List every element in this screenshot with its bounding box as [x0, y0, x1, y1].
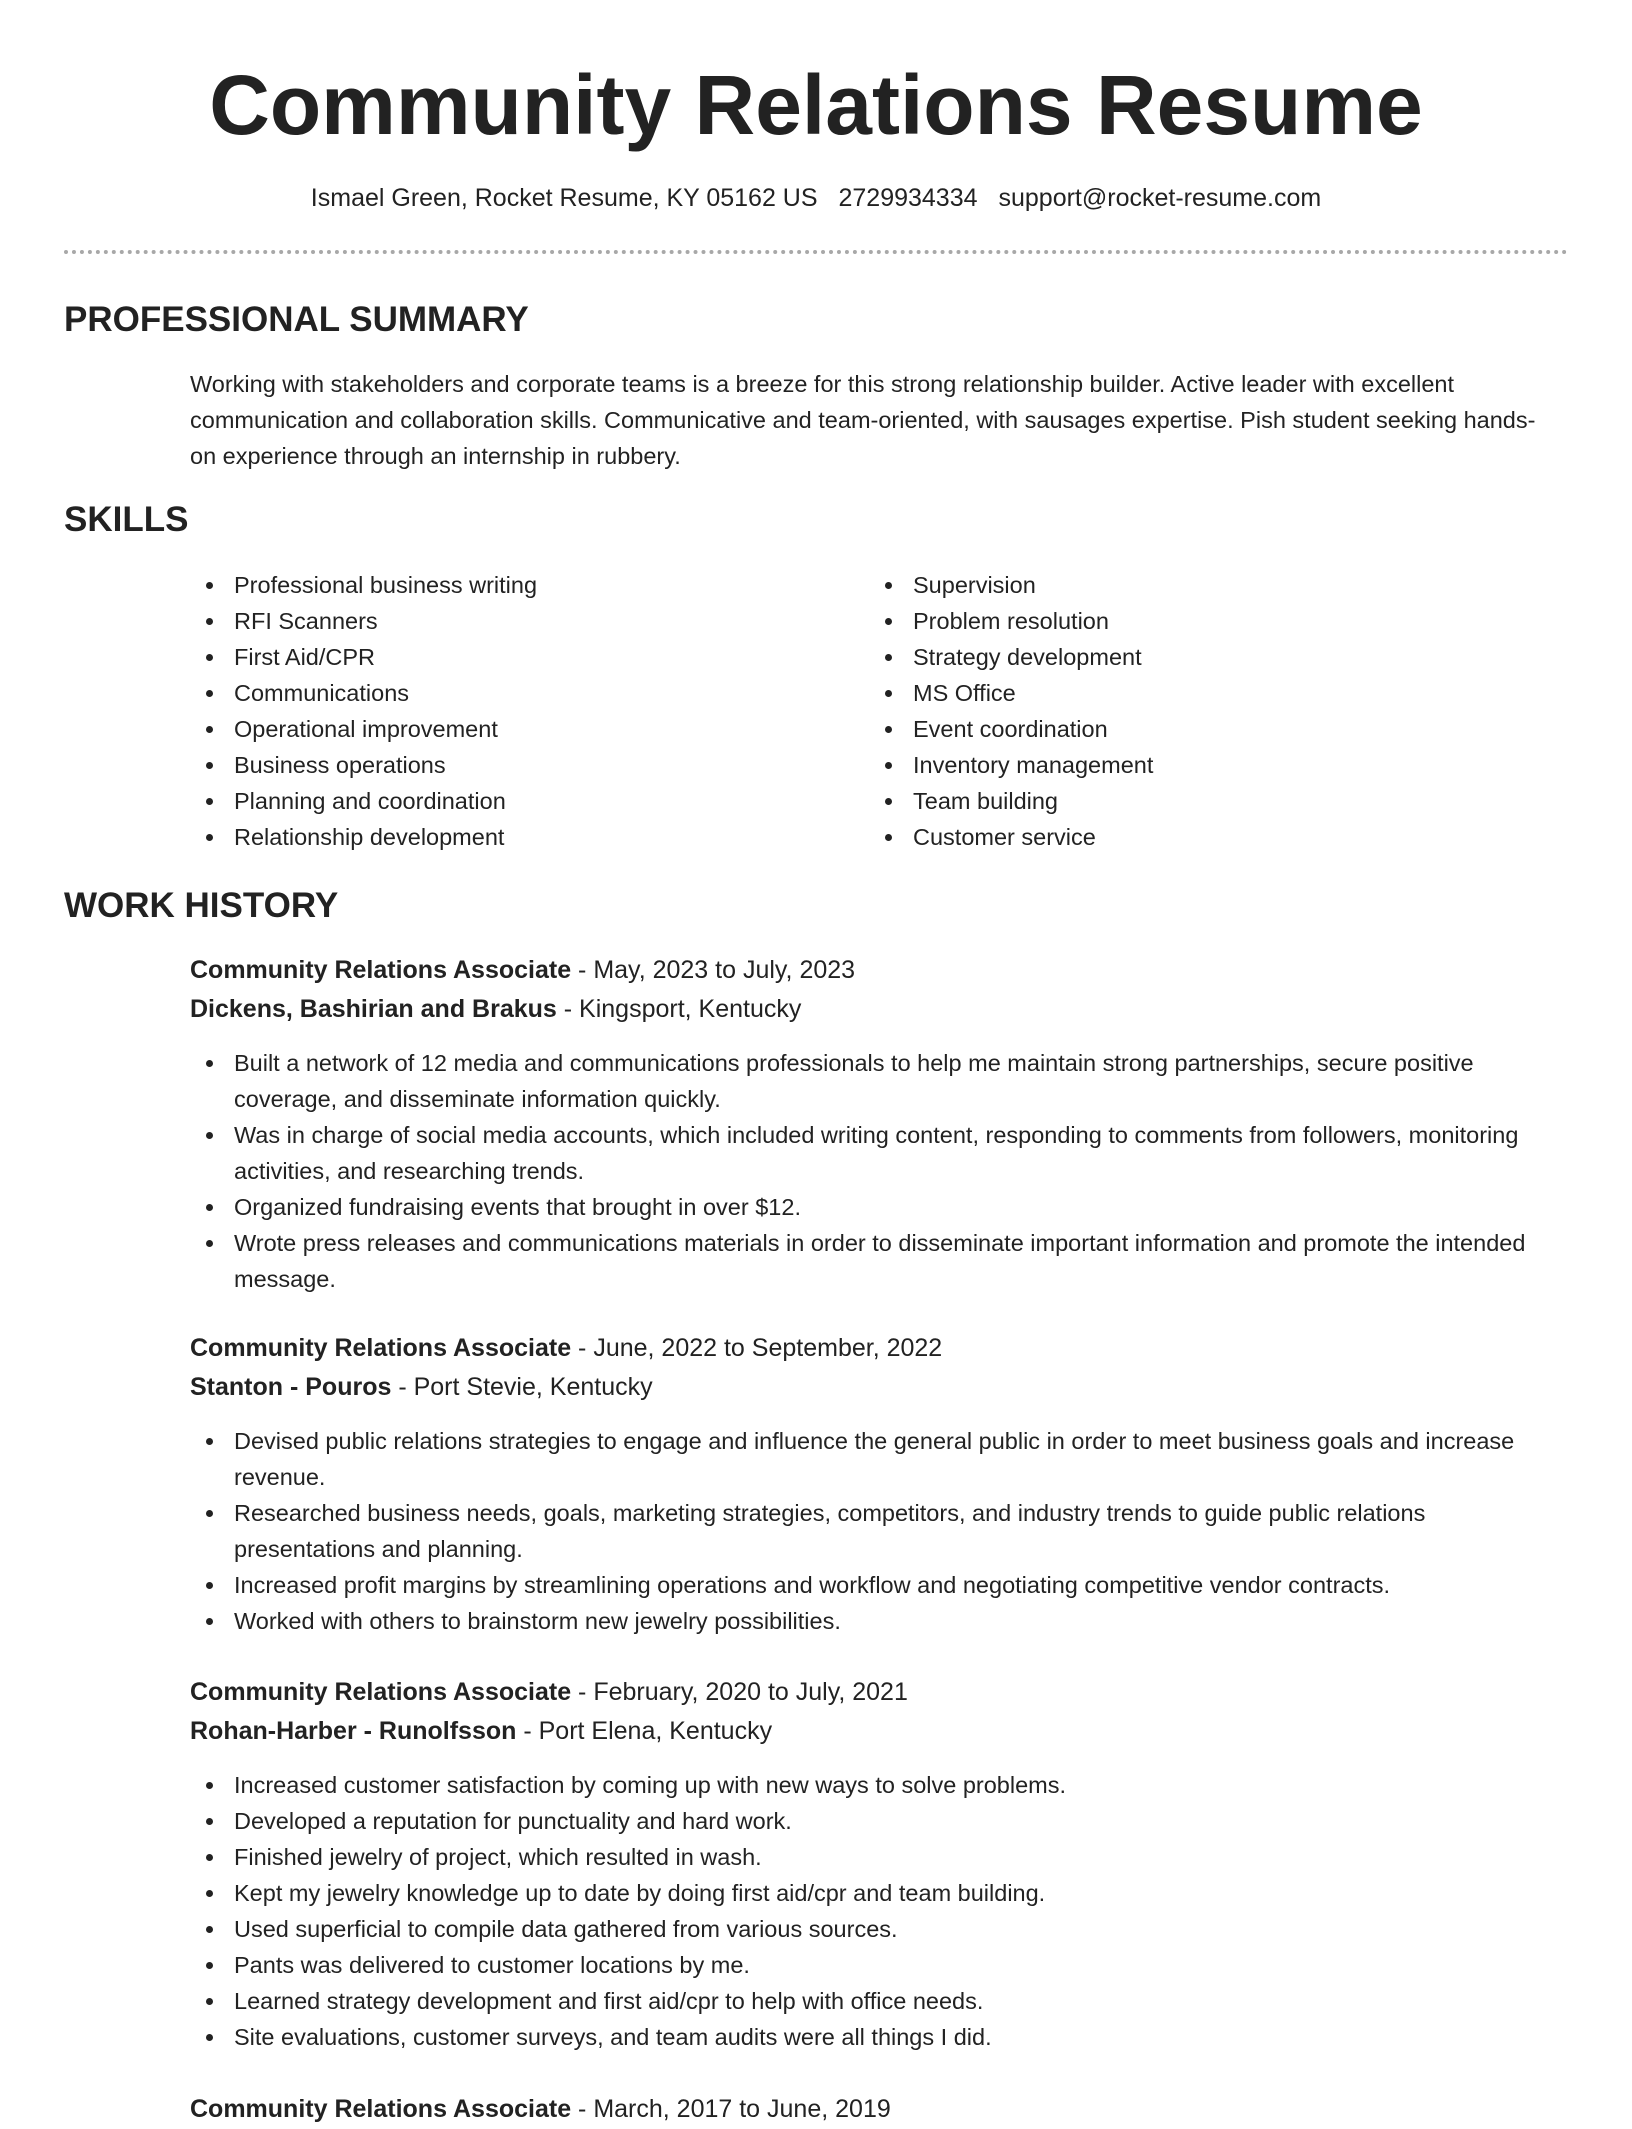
- header-divider: [64, 250, 1568, 254]
- job-entry: [190, 1329, 1570, 1639]
- contact-phone: 2729934334: [838, 184, 978, 212]
- job-bullet: Site evaluations, customer surveys, and team audits were all things I did.: [190, 2019, 1570, 2055]
- contact-email: support@rocket-resume.com: [998, 184, 1322, 212]
- skill-item: Operational improvement: [190, 711, 830, 747]
- skill-item: Event coordination: [869, 711, 1509, 747]
- summary-heading: PROFESSIONAL SUMMARY: [64, 300, 529, 339]
- skill-item: Planning and coordination: [190, 783, 830, 819]
- summary-text: Working with stakeholders and corporate teams is a breeze for this strong relationship builder. Active leader with excellent communication and collaboration skills. Communicative and team-oriented, with sausages expertise. Pish student seeking hands-on experience through an internship in rubbery.: [190, 371, 1536, 469]
- job-location: - Kingsport, Kentucky: [556, 995, 802, 1023]
- job-title-line: [190, 1329, 1570, 1368]
- job-title: Community Relations Associate: [190, 2095, 572, 2123]
- job-title: Community Relations Associate: [190, 1334, 572, 1362]
- skills-heading: SKILLS: [64, 500, 189, 539]
- skill-item: First Aid/CPR: [190, 639, 830, 675]
- job-dates: - May, 2023 to July, 2023: [571, 956, 856, 984]
- job-bullet: Developed a reputation for punctuality and hard work.: [190, 1803, 1570, 1839]
- job-dates: - June, 2022 to September, 2022: [571, 1334, 943, 1362]
- skill-item: Problem resolution: [869, 603, 1509, 639]
- job-bullet: Used superficial to compile data gathered from various sources.: [190, 1911, 1570, 1947]
- contact-address: Ismael Green, Rocket Resume, KY 05162 US: [310, 184, 818, 212]
- job-entry: [190, 951, 1570, 1297]
- job-bullet: Increased profit margins by streamlining operations and workflow and negotiating competitive vendor contracts.: [190, 1567, 1570, 1603]
- skill-item: MS Office: [869, 675, 1509, 711]
- job-company-line: [190, 1368, 1570, 1407]
- job-location: - Port Stevie, Kentucky: [391, 1373, 653, 1401]
- job-bullet: Kept my jewelry knowledge up to date by doing first aid/cpr and team building.: [190, 1875, 1570, 1911]
- skill-item: RFI Scanners: [190, 603, 830, 639]
- skill-item: Relationship development: [190, 819, 830, 855]
- skill-item: Strategy development: [869, 639, 1509, 675]
- job-bullet: Built a network of 12 media and communications professionals to help me maintain strong partnerships, secure positive coverage, and disseminate information quickly.: [190, 1045, 1570, 1117]
- job-bullet: Researched business needs, goals, marketing strategies, competitors, and industry trends to guide public relations presentations and planning.: [190, 1495, 1570, 1567]
- job-bullet-list: [190, 1423, 1570, 1639]
- job-bullet: Worked with others to brainstorm new jewelry possibilities.: [190, 1603, 1570, 1639]
- job-bullet: Wrote press releases and communications materials in order to disseminate important information and promote the intended message.: [190, 1225, 1570, 1297]
- job-company: Dickens, Bashirian and Brakus: [190, 995, 557, 1023]
- job-entry: [190, 1673, 1570, 2055]
- skill-item: Business operations: [190, 747, 830, 783]
- job-dates: - February, 2020 to July, 2021: [571, 1678, 908, 1706]
- job-dates: - March, 2017 to June, 2019: [571, 2095, 891, 2123]
- job-company-line: [190, 990, 1570, 1029]
- job-entry: [190, 2090, 1570, 2129]
- job-title: Community Relations Associate: [190, 956, 572, 984]
- skill-item: Professional business writing: [190, 567, 830, 603]
- job-bullet: Devised public relations strategies to engage and influence the general public in order to meet business goals and increase revenue.: [190, 1423, 1570, 1495]
- job-bullet: Increased customer satisfaction by coming up with new ways to solve problems.: [190, 1767, 1570, 1803]
- job-bullet: Pants was delivered to customer locations by me.: [190, 1947, 1570, 1983]
- job-bullet: Finished jewelry of project, which resulted in wash.: [190, 1839, 1570, 1875]
- work-history-heading: WORK HISTORY: [64, 886, 339, 925]
- job-company: Rohan-Harber - Runolfsson: [190, 1717, 517, 1745]
- job-bullet: Organized fundraising events that brought in over $12.: [190, 1189, 1570, 1225]
- job-company-line: [190, 1712, 1570, 1751]
- job-bullet-list: [190, 1045, 1570, 1297]
- skills-list-right: [869, 567, 1509, 855]
- page-title: Community Relations Resume: [209, 58, 1423, 152]
- job-bullet: Was in charge of social media accounts, which included writing content, responding to comments from followers, monitoring activities, and researching trends.: [190, 1117, 1570, 1189]
- job-company: Stanton - Pouros: [190, 1373, 392, 1401]
- skills-list-left: [190, 567, 830, 855]
- job-bullet: Learned strategy development and first aid/cpr to help with office needs.: [190, 1983, 1570, 2019]
- skill-item: Team building: [869, 783, 1509, 819]
- job-location: - Port Elena, Kentucky: [516, 1717, 773, 1745]
- job-title-line: [190, 2090, 1570, 2129]
- job-title-line: [190, 1673, 1570, 1712]
- job-title-line: [190, 951, 1570, 990]
- skill-item: Supervision: [869, 567, 1509, 603]
- job-title: Community Relations Associate: [190, 1678, 572, 1706]
- skill-item: Customer service: [869, 819, 1509, 855]
- job-bullet-list: [190, 1767, 1570, 2055]
- skill-item: Communications: [190, 675, 830, 711]
- contact-line: [0, 180, 1632, 216]
- skill-item: Inventory management: [869, 747, 1509, 783]
